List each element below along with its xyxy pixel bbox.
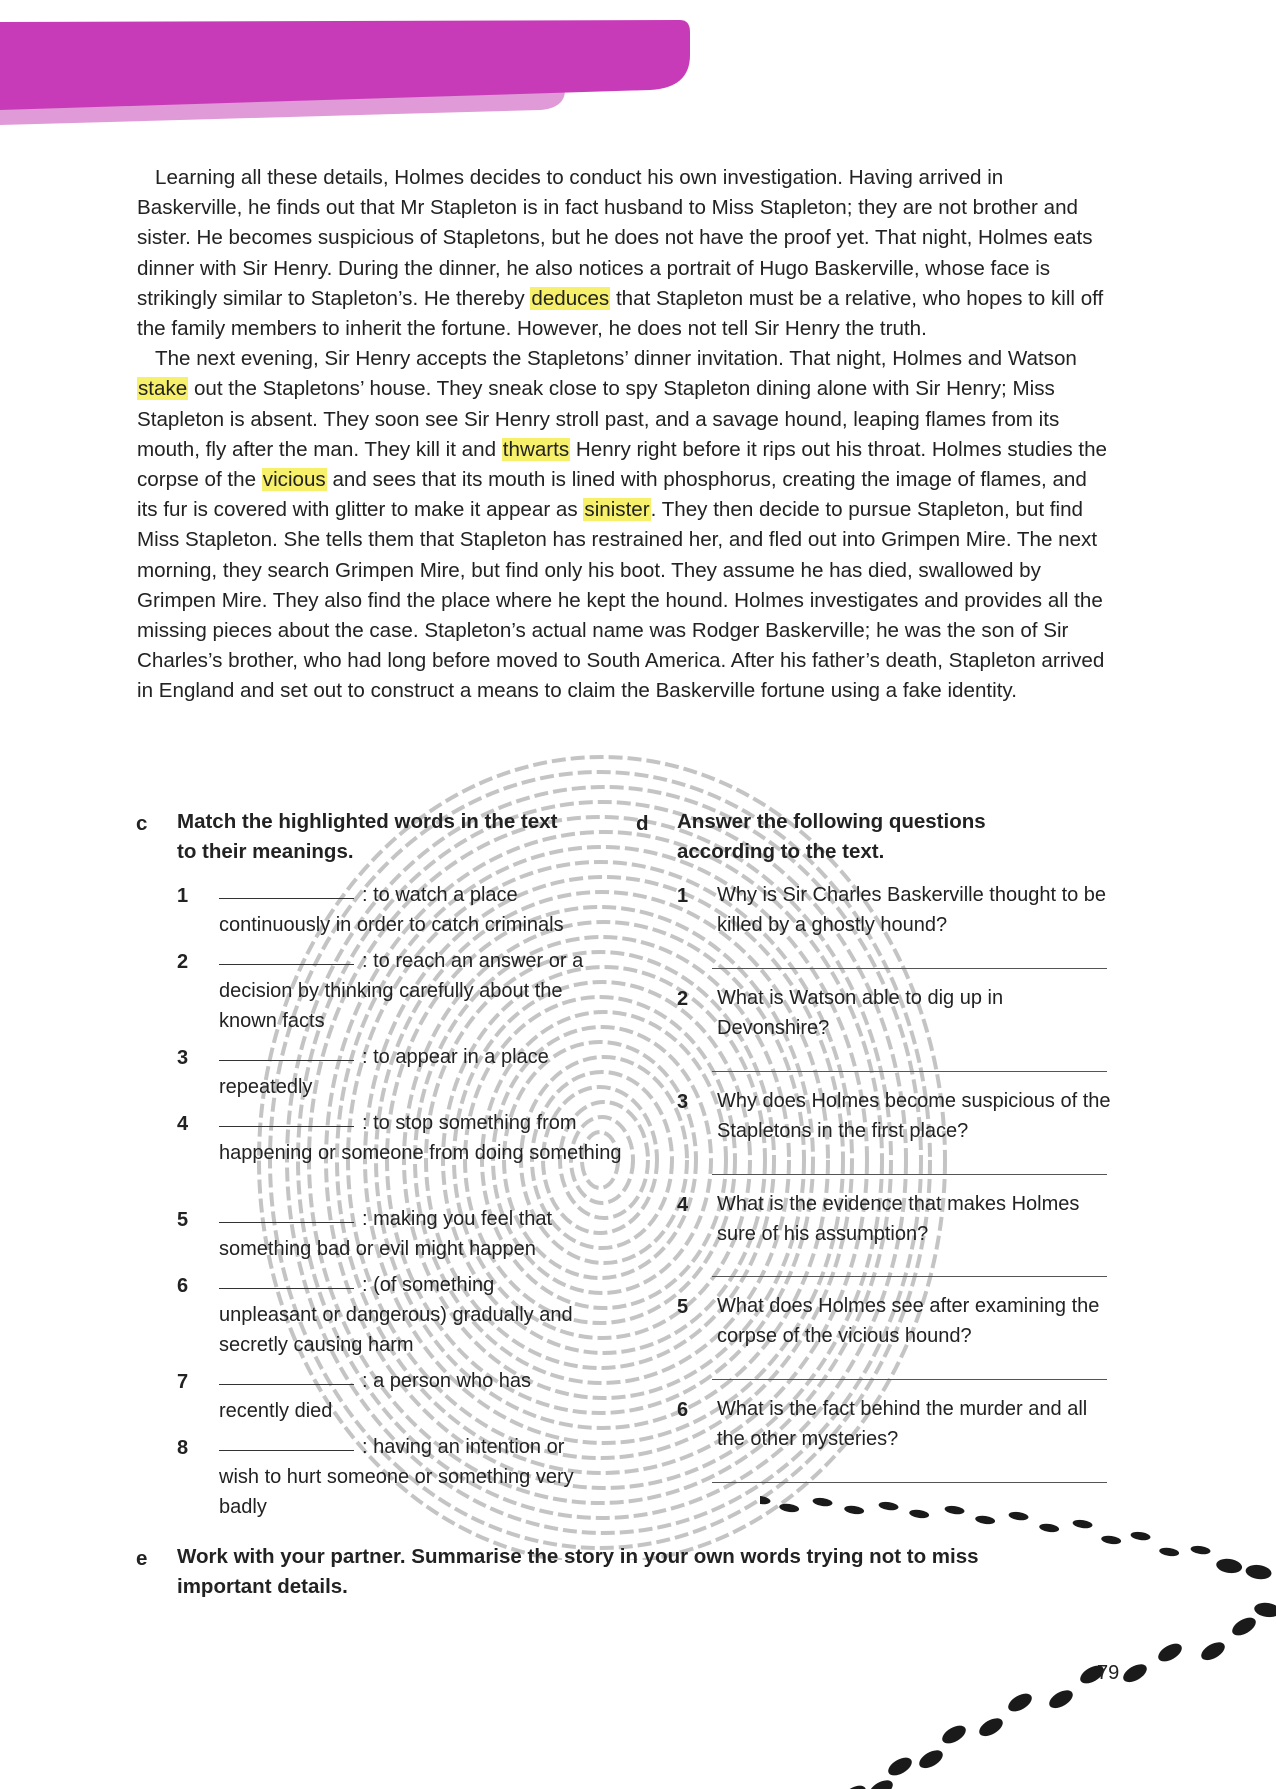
footprint (866, 1777, 896, 1789)
question-number: 6 (677, 1399, 689, 1421)
footprint (1046, 1687, 1076, 1712)
match-item (219, 1270, 624, 1360)
footprint (779, 1503, 800, 1514)
footprints-decoration (760, 1480, 1276, 1789)
match-item (219, 1108, 624, 1168)
footprint (1253, 1601, 1276, 1618)
match-item (219, 1204, 624, 1264)
section-d-title-line-1: Answer the following questions (677, 810, 986, 833)
highlighted-word-deduces: deduces (531, 286, 610, 310)
footprint (878, 1501, 899, 1512)
footprint (1005, 1690, 1035, 1715)
footprint (760, 1495, 771, 1506)
section-e-title (177, 1542, 1117, 1602)
passage-text: Henry right before it rips out his throat. Holmes studies the corpse of the (137, 437, 1107, 492)
question-number: 2 (677, 988, 689, 1010)
answer-blank[interactable] (219, 1450, 354, 1451)
footprint (944, 1505, 965, 1516)
footprint (1120, 1661, 1150, 1686)
passage-text: out the Stapletons’ house. They sneak close to spy Stapleton dining alone with Sir Henry; Miss Stapleton is absent. They soon see Sir Henry stroll past, and a savage hound, leaping flames from its mouth, fly after the man. They kill it and (137, 377, 1060, 461)
footprint (1039, 1523, 1060, 1534)
answer-line[interactable] (712, 968, 1107, 969)
match-item-definition-rest: decision by thinking carefully about the known facts (219, 980, 563, 1032)
question-text: What does Holmes see after examining the corpse of the vicious hound? (717, 1295, 1100, 1347)
answer-blank[interactable] (219, 1384, 354, 1385)
match-item-definition: : to reach an answer or a (362, 950, 584, 972)
footprint (976, 1715, 1006, 1740)
section-c-title-line-2: to their meanings. (177, 840, 354, 863)
answer-blank[interactable] (219, 1288, 354, 1289)
footprint (1229, 1614, 1259, 1639)
match-item-definition: : having an intention or (362, 1436, 565, 1458)
banner-main (0, 20, 690, 110)
answer-line[interactable] (712, 1276, 1107, 1277)
match-item-definition: : to watch a place (362, 884, 518, 906)
match-item-definition-rest: repeatedly (219, 1076, 313, 1098)
question-text: What is Watson able to dig up in Devonshire? (717, 987, 1004, 1039)
footprint (1159, 1547, 1180, 1558)
match-item-number: 2 (177, 951, 189, 973)
match-item-number: 7 (177, 1371, 189, 1393)
match-item-number: 5 (177, 1209, 189, 1231)
match-item-definition: : a person who has (362, 1370, 531, 1392)
section-e-title-line-2: important details. (177, 1575, 348, 1598)
footprint (844, 1505, 865, 1516)
passage-text: that Stapleton must be a relative, who hopes to kill off the family members to inherit the fortune. However, he does not tell Sir Henry the truth. (137, 286, 1104, 341)
answer-line[interactable] (712, 1379, 1107, 1380)
match-item-definition: : to appear in a place (362, 1046, 549, 1068)
match-item-definition-rest: something bad or evil might happen (219, 1238, 536, 1260)
question-number: 1 (677, 885, 689, 907)
footprint (812, 1497, 833, 1508)
match-item-definition: : making you feel that (362, 1208, 553, 1230)
answer-line[interactable] (712, 1071, 1107, 1072)
footprint (1245, 1563, 1273, 1580)
answer-blank[interactable] (219, 898, 354, 899)
answer-line[interactable] (712, 1174, 1107, 1175)
match-item-number: 4 (177, 1113, 189, 1135)
section-c-title (177, 807, 637, 867)
match-item-definition-rest: recently died (219, 1400, 333, 1422)
footprint (939, 1722, 969, 1747)
match-item-number: 8 (177, 1437, 189, 1459)
passage-paragraph-1 (137, 163, 1113, 344)
footprint (839, 1782, 869, 1789)
highlighted-word-sinister: sinister (584, 498, 650, 522)
footprint (1198, 1639, 1228, 1664)
match-item-number: 3 (177, 1047, 189, 1069)
footprint (1072, 1519, 1093, 1530)
passage-text: Learning all these details, Holmes decides to conduct his own investigation. Having arrived in Baskerville, he finds out that Mr Stapleton is in fact husband to Miss Stapleton; they are not brother and sister. He becomes suspicious of Stapletons, but he does not have the proof yet. That night, Holmes eats dinner with Sir Henry. During the dinner, he also notices a portrait of Hugo Baskerville, whose face is strikingly similar to Stapleton’s. He thereby (137, 166, 1093, 310)
header-banner (0, 0, 700, 130)
section-c-letter: c (136, 812, 148, 835)
passage-text: . They then decide to pursue Stapleton, but find Miss Stapleton. She tells them that Stapleton has restrained her, and fled out into Grimpen Mire. The next morning, they search Grimpen Mire, but find only his boot. They assume he has died, swallowed by Grimpen Mire. They also find the place where he kept the hound. Holmes investigates and provides all the missing pieces about the case. Stapleton’s actual name was Rodger Baskerville; he was the son of Sir Charles’s brother, who had long before moved to South America. After his father’s death, Stapleton arrived in England and set out to construct a means to claim the Baskerville fortune using a fake identity. (137, 498, 1105, 703)
question-number: 4 (677, 1194, 689, 1216)
match-item-number: 6 (177, 1275, 189, 1297)
footprint (885, 1754, 915, 1779)
footprint (1130, 1531, 1151, 1542)
match-item-number: 1 (177, 885, 189, 907)
reading-passage (137, 163, 1113, 707)
passage-paragraph-2 (137, 344, 1113, 706)
footprint (975, 1515, 996, 1526)
question-number: 5 (677, 1296, 689, 1318)
section-d-letter: d (636, 812, 649, 835)
footprint (916, 1747, 946, 1772)
footprint (909, 1509, 930, 1520)
match-item-definition-rest: continuously in order to catch criminals (219, 914, 564, 936)
section-d-title-line-2: according to the text. (677, 840, 885, 863)
match-item (219, 1366, 624, 1426)
question-text: Why does Holmes become suspicious of the Stapletons in the first place? (717, 1090, 1111, 1142)
answer-blank[interactable] (219, 1060, 354, 1061)
match-item (219, 880, 624, 940)
match-item-definition: : to stop something from (362, 1112, 577, 1134)
passage-text: The next evening, Sir Henry accepts the Stapletons’ dinner invitation. That night, Holmes and Watson (155, 347, 1077, 371)
section-e-letter: e (136, 1547, 148, 1570)
highlighted-word-stake: stake (138, 377, 188, 401)
answer-blank[interactable] (219, 1222, 354, 1223)
section-e-title-line-1: Work with your partner. Summarise the story in your own words trying not to miss (177, 1545, 979, 1568)
match-item-definition-rest: happening or someone from doing something (219, 1142, 622, 1164)
match-item-definition-rest: unpleasant or dangerous) gradually and secretly causing harm (219, 1304, 573, 1356)
answer-blank[interactable] (219, 964, 354, 965)
highlighted-word-thwarts: thwarts (502, 437, 570, 461)
footprint (1008, 1511, 1029, 1522)
highlighted-word-vicious: vicious (262, 468, 326, 492)
match-item (219, 1042, 624, 1102)
question-text: What is the fact behind the murder and all the other mysteries? (717, 1398, 1088, 1450)
question-text: Why is Sir Charles Baskerville thought to be killed by a ghostly hound? (717, 884, 1107, 936)
footprint (1215, 1557, 1243, 1574)
question-text: What is the evidence that makes Holmes sure of his assumption? (717, 1193, 1080, 1245)
page-number: 79 (1097, 1662, 1120, 1684)
question-number: 3 (677, 1091, 689, 1113)
section-d-title (677, 807, 1117, 867)
footprint (1155, 1640, 1185, 1665)
match-item-definition-rest: wish to hurt someone or something very badly (219, 1466, 574, 1518)
match-item (219, 946, 624, 1036)
match-item (219, 1432, 624, 1522)
section-c-title-line-1: Match the highlighted words in the text (177, 810, 558, 833)
footprint (1190, 1545, 1211, 1556)
answer-line[interactable] (712, 1482, 1107, 1483)
match-item-definition: : (of something (362, 1274, 495, 1296)
answer-blank[interactable] (219, 1126, 354, 1127)
passage-text: and sees that its mouth is lined with phosphorus, creating the image of flames, and its fur is covered with glitter to make it appear as (137, 468, 1087, 522)
